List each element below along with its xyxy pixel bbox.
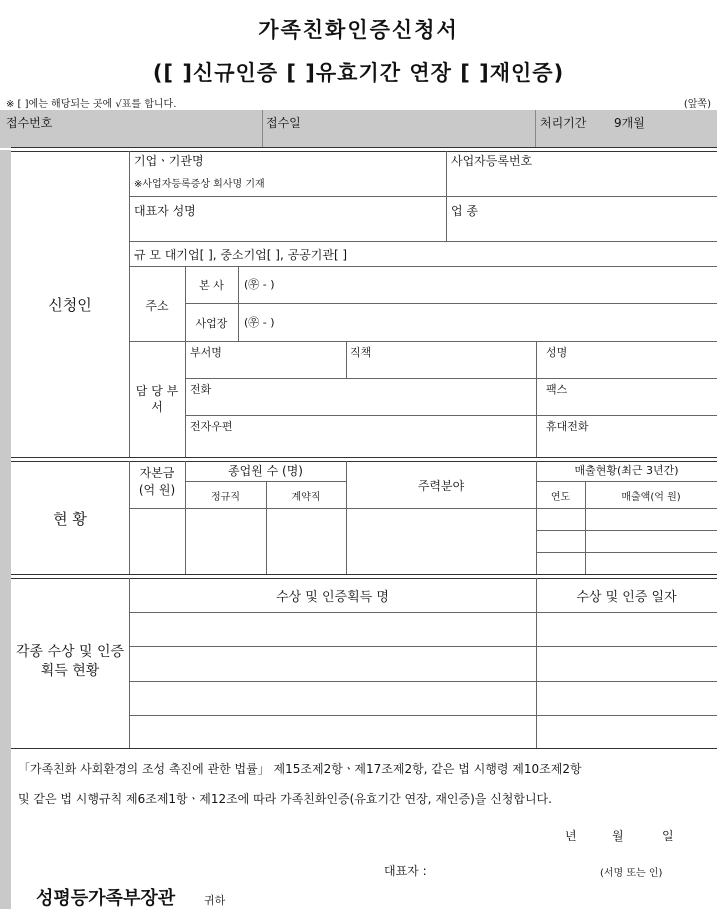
- award-date-column-header: 수상 및 인증 일자: [576, 590, 677, 605]
- main-field-label: 주력분야: [417, 479, 465, 493]
- applicant-section-label: 신청인: [48, 296, 92, 314]
- contact-name-label: 성명: [546, 346, 568, 359]
- awards-section-label: 각종 수상 및 인증획득 현황: [15, 644, 125, 679]
- capital-unit-label: (억 원): [138, 483, 176, 497]
- representative-signature-label: 대표자 :: [384, 864, 427, 878]
- regular-employees-label: 정규직: [211, 492, 240, 503]
- recipient-name: 성평등가족부장관: [36, 888, 176, 909]
- sales-amount-label: 매출액(억 원): [621, 492, 681, 503]
- sales-year-label: 연도: [550, 492, 571, 503]
- address-label: 주소: [145, 299, 169, 313]
- headquarters-address-value[interactable]: (㉾ - ): [244, 278, 275, 291]
- status-section-label: 현 황: [53, 510, 87, 528]
- contract-employees-label: 계약직: [291, 492, 321, 503]
- section-divider: [11, 147, 717, 152]
- business-reg-number-label: 사업자등록번호: [451, 154, 533, 168]
- form-subtitle: ([ ]신규인증 [ ]유효기간 연장 [ ]재인증): [152, 61, 565, 85]
- reception-bar: [0, 110, 717, 148]
- reception-date-label: 접수일: [266, 116, 301, 130]
- department-name-label: 부서명: [190, 346, 222, 359]
- page-side-label: (앞쪽): [683, 99, 711, 110]
- processing-period-label: 처리기간: [540, 116, 587, 130]
- processing-period-value: 9개월: [614, 116, 645, 130]
- date-month-label: 월: [612, 829, 624, 843]
- capital-label: 자본금: [139, 466, 175, 480]
- business-type-label: 업 종: [451, 204, 478, 218]
- declaration-line-2: 및 같은 법 시행규칙 제6조제1항ㆍ제12조에 따라 가족친화인증(유효기간 연장, 재인증)을 신청합니다.: [18, 792, 552, 806]
- position-label: 직책: [350, 346, 372, 359]
- contact-department-label: 담 당 부 서: [135, 384, 179, 414]
- recipient-suffix: 귀하: [204, 894, 226, 907]
- sales-status-label: 매출현황(최근 3년간): [574, 464, 679, 477]
- worksite-address-value[interactable]: (㉾ - ): [244, 316, 275, 329]
- section-divider: [11, 574, 717, 579]
- award-name-column-header: 수상 및 인증획득 명: [276, 590, 389, 605]
- form-title: 가족친화인증신청서: [258, 18, 459, 42]
- mobile-label: 휴대전화: [546, 420, 589, 433]
- email-label: 전자우편: [190, 420, 233, 433]
- representative-name-label: 대표자 성명: [134, 204, 196, 218]
- company-name-note: ※사업자등록증상 회사명 기재: [134, 179, 265, 190]
- headquarters-label: 본 사: [199, 279, 224, 292]
- employees-label: 종업원 수 (명): [228, 464, 303, 478]
- date-day-label: 일: [662, 829, 674, 843]
- phone-label: 전화: [190, 383, 212, 396]
- left-margin-strip: [0, 150, 11, 909]
- reception-number-label: 접수번호: [6, 116, 53, 130]
- company-scale-options[interactable]: 규 모 대기업[ ], 중소기업[ ], 공공기관[ ]: [134, 248, 348, 262]
- fax-label: 팩스: [546, 383, 568, 396]
- checkbox-note: ※ [ ]에는 해당되는 곳에 √표를 합니다.: [6, 99, 177, 110]
- date-year-label: 년: [565, 829, 577, 843]
- signature-or-seal-label: (서명 또는 인): [600, 868, 663, 879]
- worksite-label: 사업장: [195, 317, 228, 330]
- declaration-line-1: 「가족친화 사회환경의 조성 촉진에 관한 법률」 제15조제2항ㆍ제17조제2항, 같은 법 시행령 제10조제2항: [18, 762, 582, 776]
- company-name-label: 기업ㆍ기관명: [134, 154, 204, 168]
